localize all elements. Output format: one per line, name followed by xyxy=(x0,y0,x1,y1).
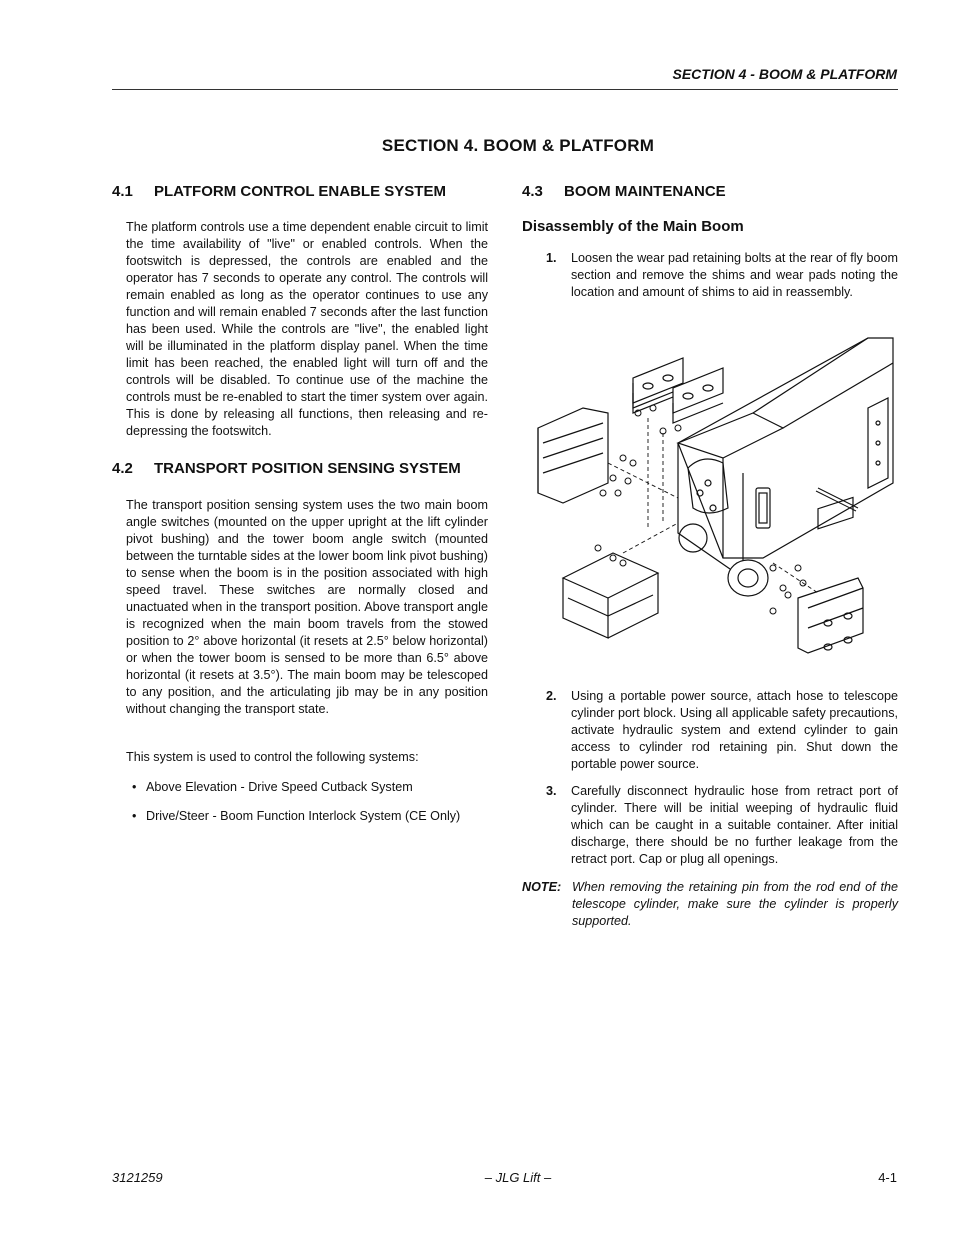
boom-wear-pad-illustration xyxy=(528,333,898,673)
subheading-disassembly: Disassembly of the Main Boom xyxy=(522,218,744,235)
step-3: 3. Carefully disconnect hydraulic hose from retract port of cylinder. There will be initial weeping of hydraulic fluid which can be caught in a suitable container. After initial discharge, there should be no further leakage from the retract port. Cap or plug all openings. xyxy=(546,784,898,866)
heading-4-1-number: 4.1 xyxy=(112,183,133,200)
heading-4-1-title: PLATFORM CONTROL ENABLE SYSTEM xyxy=(154,183,446,200)
running-header: SECTION 4 - BOOM & PLATFORM xyxy=(672,66,897,82)
paragraph-4-1: The platform controls use a time dependent enable circuit to limit the time availability of "live" or enabled controls. When the footswitch is depressed, the controls are enabled and the operator has 7 seconds to operate any control. The controls will remain enabled as long as the operator continues to use any function and will remain enabled 7 seconds after the last function has been used. While the controls are "live", the enabled light will be illuminated in the platform display panel. When the time limit has been reached, the enabled light will turn off and the controls will be disabled. To continue use of the machine the controls must be re-enabled to start the timer system over again. This is done by releasing all functions, then releasing and re-depressing the footswitch. xyxy=(126,220,488,438)
heading-4-3-number: 4.3 xyxy=(522,183,543,200)
footer-doc-number: 3121259 xyxy=(112,1170,163,1185)
note xyxy=(522,879,898,930)
heading-4-2 xyxy=(112,460,461,477)
heading-4-2-title: TRANSPORT POSITION SENSING SYSTEM xyxy=(154,460,461,477)
list-item: • Above Elevation - Drive Speed Cutback System xyxy=(132,780,413,794)
header-rule xyxy=(112,89,898,90)
note-text: When removing the retaining pin from the rod end of the telescope cylinder, make sure the cylinder is properly supported. xyxy=(572,880,898,928)
heading-4-2-number: 4.2 xyxy=(112,460,133,477)
paragraph-4-2-intro: This system is used to control the following systems: xyxy=(126,750,419,764)
heading-4-3 xyxy=(522,183,726,200)
heading-4-3-title: BOOM MAINTENANCE xyxy=(564,183,726,200)
step-1: 1. Loosen the wear pad retaining bolts at the rear of fly boom section and remove the shims and wear pads noting the location and amount of shims to aid in reassembly. xyxy=(546,251,898,299)
note-label: NOTE: xyxy=(522,880,562,894)
footer-page-number: 4-1 xyxy=(878,1170,897,1185)
list-item: • Drive/Steer - Boom Function Interlock System (CE Only) xyxy=(132,809,461,823)
section-title: SECTION 4. BOOM & PLATFORM xyxy=(381,136,655,155)
step-2: 2. Using a portable power source, attach hose to telescope cylinder port block. Using all applicable safety precautions, activate hydraulic system and extend cylinder to gain access to cylinder rod retaining pin. Shut down the portable power source. xyxy=(546,689,898,771)
heading-4-1 xyxy=(112,183,446,200)
paragraph-4-2: The transport position sensing system uses the two main boom angle switches (mounted on the upper upright at the lift cylinder pivot bushing) and the tower boom angle switch (mounted between the turntable sides at the lower boom link pivot bushing) to sense when the boom is in the position associated with high speed travel. These switches are normally closed and unactuated when in the transport position. Above transport angle is recognized when the main boom travels from the stowed position to 2° above horizontal (it resets at 2.5° below horizontal) or when the tower boom is sensed to be more than 6.5° above horizontal (it resets at 3.5°). The main boom may be telescoped to any position, and the articulating jib may be in any position without changing the transport state. xyxy=(126,498,488,716)
footer-brand: – JLG Lift – xyxy=(484,1170,552,1185)
